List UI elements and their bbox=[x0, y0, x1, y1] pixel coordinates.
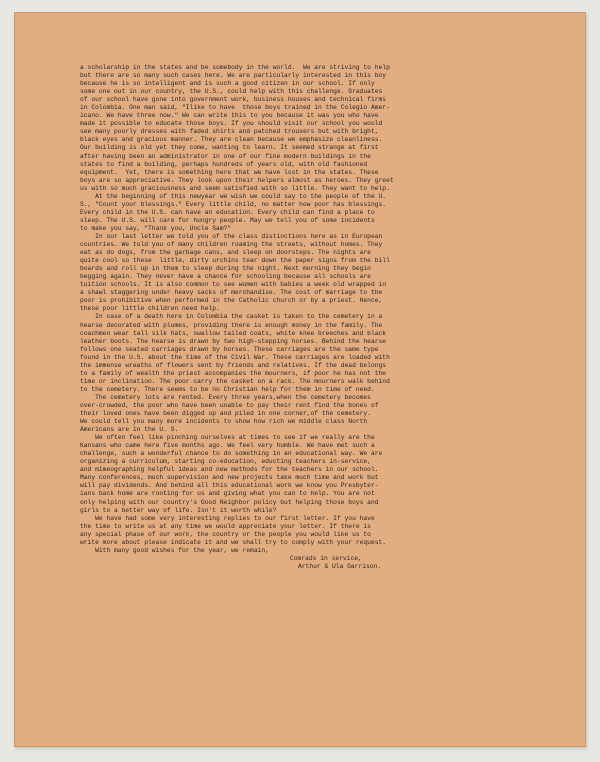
letter-line: time or inclination. The poor carry the casket on a rack. The mourners walk behind bbox=[80, 377, 390, 385]
letter-line: At the beginning of this newyear we wish we could say to the people of the U. bbox=[80, 192, 387, 200]
letter-line: boys are so appreciative. They look upon their helpers almost as heroes. They greet bbox=[80, 176, 394, 184]
letter-line: Many conferences, much supervision and new projects take much time and work but bbox=[80, 474, 379, 482]
letter-line: their loved ones have been digged up and piled in one corner,of the cemetery. bbox=[80, 410, 371, 418]
letter-line: but there are so many such cases here. We are particularly interested in this boy bbox=[80, 72, 387, 80]
letter-page bbox=[14, 12, 586, 747]
letter-line: and mimeographing helpful ideas and new methods for the teachers in our school. bbox=[80, 466, 379, 474]
letter-line: found in the U.S. about the time of the Civil War. These carriages are loaded with bbox=[80, 353, 390, 361]
letter-line: Americans are in the U. S. bbox=[80, 426, 179, 434]
letter-line: organizing a curriculum, starting co-education, educting teachers in-service, bbox=[80, 458, 371, 466]
letter-line: made it possible to educate those boys. If you should visit our school you would bbox=[80, 120, 383, 128]
letter-line: Kansans who came here five months ago. We feel very humble. We have met such a bbox=[80, 442, 375, 450]
letter-closing: Comrads in service, bbox=[290, 554, 362, 562]
letter-line: a scholarship in the states and be somebody in the world. We are striving to help bbox=[80, 64, 390, 71]
letter-line: poor is prohibitive when performed in the Catholic church or by a priest. Hence, bbox=[80, 297, 383, 305]
letter-line: a shawl staggering under heavy sacks of merchandise. The cost of marriage to the bbox=[80, 289, 383, 297]
letter-line: ians back home are rooting for us and giving what you can to help. You are not bbox=[80, 490, 375, 498]
letter-signature: Arthur & Ula Garrison. bbox=[298, 562, 382, 570]
letter-line: after having been an administrator in one of our fine modern buildings in the bbox=[80, 152, 371, 160]
letter-line: tuition schools. It is also common to see women with babies a week old wrapped in bbox=[80, 281, 387, 289]
letter-line: sleep. The U.S. will care for hungry people. May we tell you of some incidents bbox=[80, 216, 375, 224]
letter-line: S., "Count your blessings." Every little child, no matter how poor has blessings. bbox=[80, 200, 387, 208]
letter-line: eat as do dogs, from the garbage cans, and sleep on doorsteps. The nights are bbox=[80, 249, 371, 257]
letter-line: countries. We told you of many children roaming the streets, without homes. They bbox=[80, 241, 383, 249]
letter-line: these poor little children need help. bbox=[80, 305, 220, 313]
letter-line: girls to a better way of life. Isn't it worth while? bbox=[80, 506, 277, 514]
letter-line: icano. We have three now." We can write this to you because it was you who have bbox=[80, 112, 379, 120]
letter-line: boards and roll up in them to sleep during the night. Next morning they begin bbox=[80, 265, 371, 273]
letter-line: equipment. Yet, there is something here that we have lost in the states. These bbox=[80, 168, 379, 176]
letter-line: In our last letter we told you of the class distinctions here as in European bbox=[80, 232, 383, 240]
letter-line: Every child in the U.S. can have an education. Every child can find a place to bbox=[80, 208, 375, 216]
letter-line: follows one seated carriages drawn by horses. These carriages are the same type bbox=[80, 345, 379, 353]
letter-line: black eyes and gracious manner. They are clean because we emphasize cleanliness. bbox=[80, 136, 383, 144]
letter-line: states to find a building, perhaps hundreds of years old, with old fashioned bbox=[80, 160, 368, 168]
letter-line: In case of a death here in Colombia the casket is taken to the cemetery in a bbox=[80, 313, 383, 321]
letter-line: the time to write us at any time we would appreciate your letter. If there is bbox=[80, 522, 371, 530]
letter-line: We often feel like pinching ourselves at times to see if we really are the bbox=[80, 434, 375, 442]
letter-body bbox=[80, 64, 554, 571]
letter-line: leather boots. The hearse is drawn by two high-stepping horses. Behind the hearse bbox=[80, 337, 387, 345]
letter-line: With many good wishes for the year, we remain, bbox=[80, 546, 269, 554]
letter-line: because he is so intelligent and is such a good citizen in our school. If only bbox=[80, 80, 375, 88]
letter-line: us with so much graciousness and seem satisfied with so little. They want to help. bbox=[80, 184, 390, 192]
letter-line: some one out in our country, the U.S., could help with this challenge. Graduates bbox=[80, 88, 383, 96]
letter-line: to the cemetery. There seems to be no Christian help for them in time of need. bbox=[80, 385, 375, 393]
letter-line: will pay dividends. And behind all this educational work we know you Presbyter- bbox=[80, 482, 379, 490]
letter-line: The cemetery lots are rented. Every three years,when the cemetery becomes bbox=[80, 393, 371, 401]
letter-line: in Colombia. One man said, "Ilike to have those boys trained in the Colegio Amer- bbox=[80, 104, 390, 112]
letter-line: Our building is old yet they come, wanting to learn. It seemed strange at first bbox=[80, 144, 379, 152]
letter-line: begging again. They never have a chance for schooling because all schools are bbox=[80, 273, 371, 281]
letter-line: see many poorly dresses with faded shirts and patched trousers but with bright, bbox=[80, 128, 379, 136]
letter-line: quite cool so these little, dirty urchins tear down the paper signs from the bill bbox=[80, 257, 390, 265]
letter-line: any special phase of our work, the country or the people you would like us to bbox=[80, 530, 371, 538]
letter-line: over-crowded, the poor who have been unable to pay their rent find the bones of bbox=[80, 401, 379, 409]
letter-line: We could tell you many more incidents to show how rich we middle class North bbox=[80, 418, 368, 426]
letter-line: to a family of wealth the priest accompanies the mourners, if poor he has not the bbox=[80, 369, 387, 377]
letter-line: We have had some very interesting replies to our first letter. If you have bbox=[80, 514, 375, 522]
letter-line: to make you say, "Thank you, Uncle Sam?" bbox=[80, 224, 232, 232]
letter-line: write more about please indicate it and we shall try to comply with your request. bbox=[80, 538, 387, 546]
letter-line: only helping with our country's Good Neighbor policy but helping those boys and bbox=[80, 498, 379, 506]
letter-line: the immense wreaths of flowers sent by friends and relatives. If the dead belongs bbox=[80, 361, 387, 369]
letter-line: challenge, such a wonderful chance to do something in an educational way. We are bbox=[80, 450, 383, 458]
letter-line: hearse decorated with plumes, providing there is enough money in the family. The bbox=[80, 321, 383, 329]
letter-line: coachmen wear tall silk hats, swallow tailed coats, white knee breeches and black bbox=[80, 329, 387, 337]
letter-line: of our school have gone into government work, business houses and technical firms bbox=[80, 96, 387, 104]
